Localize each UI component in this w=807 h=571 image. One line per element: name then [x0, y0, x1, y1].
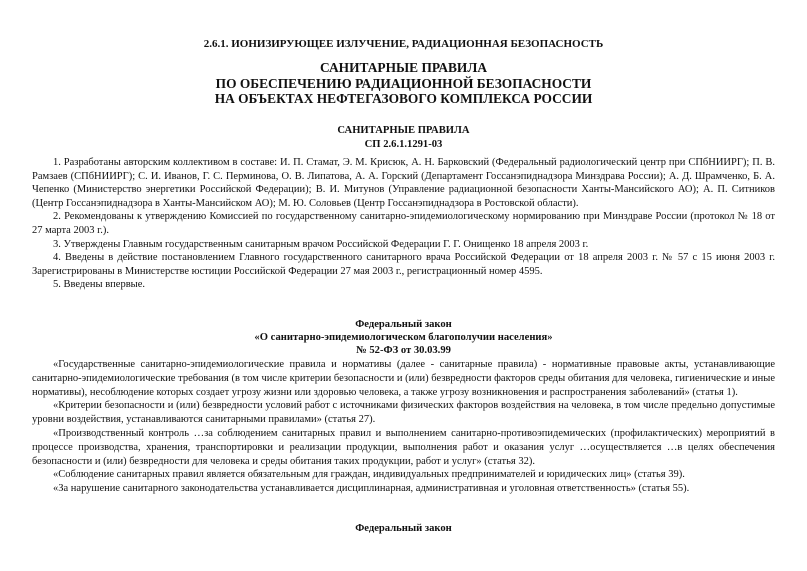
- info-item: 2. Рекомендованы к утверждению Комиссией по государственному санитарно-эпидемиологическому нормированию при Минздраве России (протокол № 18 от 27 марта 2003 г.).: [32, 211, 775, 236]
- title-line: НА ОБЪЕКТАХ НЕФТЕГАЗОВОГО КОМПЛЕКСА РОССИИ: [214, 91, 593, 107]
- info-item: 4. Введены в действие постановлением Главного государственного санитарного врача Российской Федерации от 18 апреля 2003 г. № 57 с 15 июня 2003 г. Зарегистрированы в Министерстве юстиции Российской Федерации 27 мая 2003 г., регистрационный номер 4595.: [32, 252, 775, 277]
- federal-law-heading: [32, 318, 775, 358]
- sp-label: САНИТАРНЫЕ ПРАВИЛА: [337, 125, 470, 136]
- law-line: «О санитарно-эпидемиологическом благополучии населения»: [254, 332, 553, 344]
- quote-paragraph: «Производственный контроль …за соблюдением санитарных правил и выполнением санитарно-противоэпидемических (профилактических) мероприятий в процессе производства, хранения, транспортировки и реализации продукции, выполнения работ и оказания услуг …осуществляется …в целях обеспечения безопасности и (или) безвредности для человека и среды обитания таких продукции, работ и услуг» (статья 32).: [32, 427, 775, 467]
- quote-paragraph: «Критерии безопасности и (или) безвредности условий работ с источниками физических факторов воздействия на человека, в том числе предельно допустимые уровни воздействия, устанавливаются санитарными правилами» (статья 27).: [32, 400, 775, 426]
- sp-block: [32, 124, 775, 151]
- info-list: [32, 156, 775, 292]
- quote-paragraph: «Государственные санитарно-эпидемиологические правила и нормативы (далее - санитарные правила) - нормативные правовые акты, устанавливающие санитарно-эпидемиологические требования (в том числе критерии безопасности и (или) безвредности факторов среды обитания для человека, гигиенические и иные нормативы), несоблюдение которых создает угрозу жизни или здоровью человека, а также угрозу возникновения и распространения заболеваний» (статья 1).: [32, 359, 775, 398]
- quote-paragraph: «Соблюдение санитарных правил является обязательным для граждан, индивидуальных предпринимателей и юридических лиц» (статья 39).: [53, 469, 685, 481]
- title-line: САНИТАРНЫЕ ПРАВИЛА: [319, 60, 487, 75]
- info-item: 1. Разработаны авторским коллективом в составе: И. П. Стамат, Э. М. Крисюк, А. Н. Барковский (Федеральный радиологический центр при СПбНИИРГ); П. В. Рамзаев (СПбНИИРГ); С. И. Иванов, Г. С. Перминова, О. В. Липатова, А. А. Горский (Департамент Госсанэпиднадзора Минздрава России); А. Д. Шрамченко, Б. А. Чепенко (Министерство энергетики Российской Федерации); В. И. Митунов (Управление радиационной безопасности Ханты-Мансийского АО); А. П. Ситников (Центр Госсанэпиднадзора в Ханты-Мансийском АО); М. Ю. Соловьев (Центр Госсанэпиднадзора в Ростовской области).: [32, 157, 775, 209]
- section-header: 2.6.1. ИОНИЗИРУЮЩЕЕ ИЗЛУЧЕНИЕ, РАДИАЦИОННАЯ БЕЗОПАСНОСТЬ: [203, 38, 604, 50]
- quote-paragraph: «За нарушение санитарного законодательства устанавливается дисциплинарная, административная и уголовная ответственность» (статья 55).: [53, 483, 690, 495]
- law-line: № 52-ФЗ от 30.03.99: [356, 345, 451, 357]
- law-quotes: [32, 358, 775, 496]
- info-item: 3. Утверждены Главным государственным санитарным врачом Российской Федерации Г. Г. Онищенко 18 апреля 2003 г.: [53, 238, 589, 250]
- sp-number: СП 2.6.1.1291-03: [364, 138, 443, 150]
- title-line: ПО ОБЕСПЕЧЕНИЮ РАДИАЦИОННОЙ БЕЗОПАСНОСТИ: [215, 75, 592, 91]
- document-title: [32, 60, 775, 107]
- second-law-heading: Федеральный закон: [355, 523, 452, 534]
- info-item: 5. Введены впервые.: [53, 279, 146, 291]
- document-page: [32, 0, 775, 571]
- law-line: Федеральный закон: [355, 319, 452, 330]
